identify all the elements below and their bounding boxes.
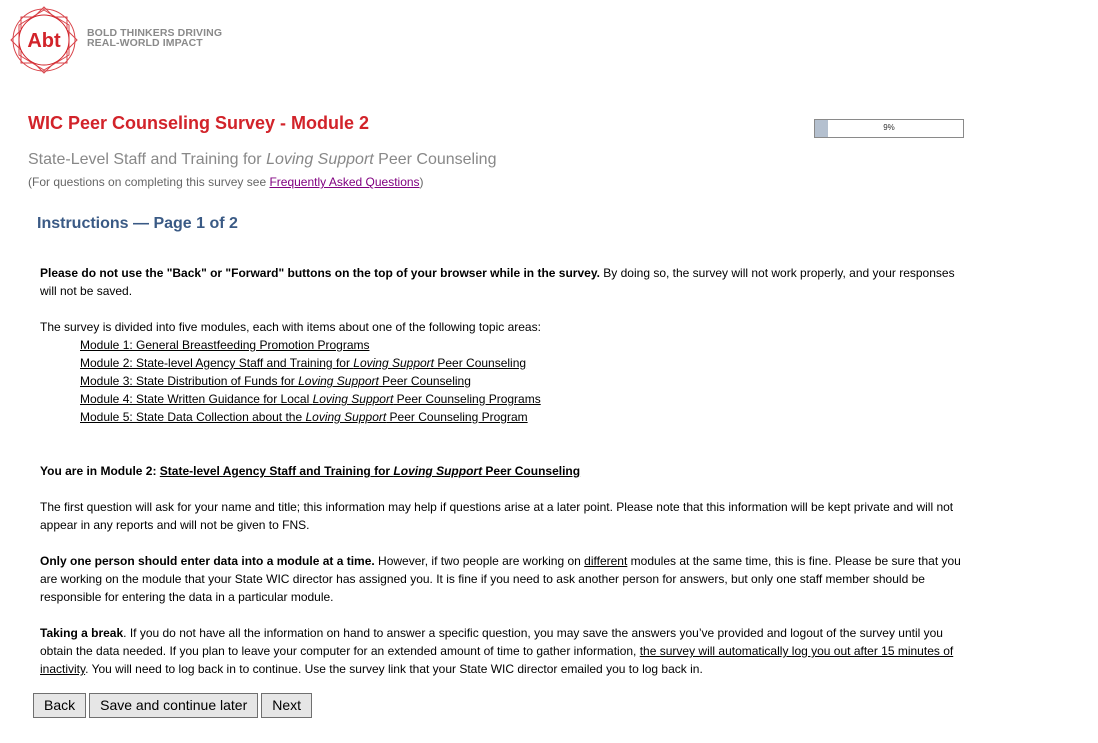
subtitle-text-pre: State-Level Staff and Training for: [28, 151, 267, 168]
subtitle-text-em: Loving Support: [266, 151, 374, 168]
faq-text-pre: (For questions on completing this survey see: [28, 175, 270, 189]
module-1-link[interactable]: Module 1: General Breastfeeding Promotion Programs: [80, 338, 370, 352]
page-title: WIC Peer Counseling Survey - Module 2: [28, 113, 370, 133]
faq-link[interactable]: Frequently Asked Questions: [269, 175, 420, 189]
current-module: [40, 462, 970, 480]
page-subtitle: [28, 151, 496, 169]
brand-tagline: [87, 28, 222, 48]
module-4-link[interactable]: Module 4: State Written Guidance for Local Loving Support Peer Counseling Programs: [80, 392, 541, 406]
module-list: [80, 336, 970, 426]
taking-break-note: Taking a break. If you do not have all the information on hand to answer a specific question, you may save the answers you’ve provided and logout of the survey until you obtain the data needed. If you plan to leave your computer for an extended amount of time to gather information, the survey will automatically log you out after 15 minutes of inactivity. You will need to log back in to continue. Use the survey link that your State WIC director emailed you to log back in.: [40, 626, 954, 676]
current-module-label: You are in Module 2:: [40, 464, 160, 478]
next-button[interactable]: Next: [261, 693, 312, 718]
instructions-body: [40, 264, 970, 678]
browser-warning-bold: Please do not use the "Back" or "Forward" buttons on the top of your browser while in the survey.: [40, 266, 600, 280]
save-continue-later-button[interactable]: Save and continue later: [89, 693, 258, 718]
back-button[interactable]: Back: [33, 693, 86, 718]
progress-bar: [814, 119, 964, 138]
current-module-name: State-level Agency Staff and Training for Loving Support Peer Counseling: [159, 464, 581, 478]
progress-label: 9%: [883, 123, 895, 132]
faq-text-post: ): [419, 175, 424, 189]
abt-logo-icon: [9, 5, 79, 75]
tagline-line-1: BOLD THINKERS DRIVING: [87, 27, 223, 39]
browser-warning-text: By doing so, the survey will not work properly, and your responses will not be saved.: [40, 266, 955, 298]
tagline-line-2: REAL-WORLD IMPACT: [87, 37, 203, 49]
one-person-note: Only one person should enter data into a module at a time. However, if two people are working on different modules at the same time, this is fine. Please be sure that you are working on the module that your State WIC director has assigned you. It is fine if you need to ask another person for answers, but only one staff member should be responsible for entering the data in a particular module.: [40, 554, 961, 604]
module-5-link[interactable]: Module 5: State Data Collection about the Loving Support Peer Counseling Program: [80, 410, 528, 424]
privacy-note: The first question will ask for your name and title; this information may help if questions arise at a later point. Please note that this information will be kept private and will not appear in any reports and will not be given to FNS.: [40, 500, 954, 532]
modules-intro: The survey is divided into five modules, each with items about one of the following topic areas:: [40, 320, 541, 334]
faq-note: [28, 175, 424, 189]
browser-warning: [40, 264, 970, 300]
instructions-heading: Instructions — Page 1 of 2: [37, 215, 238, 232]
module-2-link[interactable]: Module 2: State-level Agency Staff and Training for Loving Support Peer Counseling: [80, 356, 527, 370]
logo-text: Abt: [27, 30, 61, 52]
subtitle-text-post: Peer Counseling: [373, 151, 497, 168]
module-3-link[interactable]: Module 3: State Distribution of Funds for Loving Support Peer Counseling: [80, 374, 471, 388]
nav-buttons: [33, 693, 315, 718]
